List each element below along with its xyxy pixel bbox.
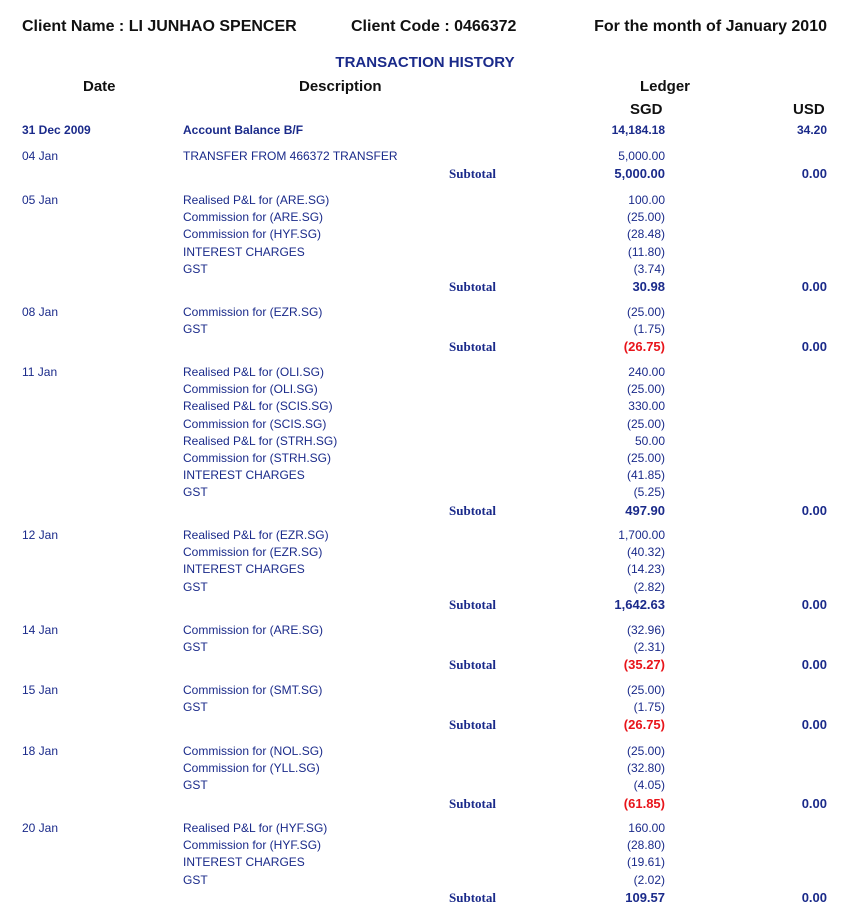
transaction-amount-sgd: (25.00) [626,417,665,431]
transaction-description: GST [183,873,208,887]
transaction-amount-sgd: 100.00 [628,193,665,207]
subtotal-usd: 0.00 [801,717,827,732]
transaction-description: INTEREST CHARGES [183,855,305,869]
subtotal-sgd: (35.27) [623,657,665,672]
transaction-date: 20 Jan [22,821,59,835]
transaction-description: Realised P&L for (SCIS.SG) [183,399,333,413]
transaction-description: GST [183,640,208,654]
transaction-description: Commission for (EZR.SG) [183,305,323,319]
transaction-amount-sgd: (3.74) [633,262,665,276]
transaction-amount-sgd: (1.75) [633,700,665,714]
column-header-ledger: Ledger [640,78,691,95]
transaction-description: Commission for (NOL.SG) [183,744,324,758]
transaction-date: 15 Jan [22,683,59,697]
transaction-description: Commission for (SMT.SG) [183,683,323,697]
transaction-description: TRANSFER FROM 466372 TRANSFER [183,149,398,163]
client-name: Client Name : LI JUNHAO SPENCER [22,18,297,35]
transaction-description: GST [183,778,208,792]
transaction-amount-sgd: (14.23) [626,562,665,576]
subtotal-sgd: 5,000.00 [614,166,665,181]
subtotal-usd: 0.00 [801,503,827,518]
transaction-date: 08 Jan [22,305,59,319]
transaction-description: Commission for (ARE.SG) [183,623,324,637]
subtotal-label: Subtotal [449,279,496,294]
transaction-description: Commission for (SCIS.SG) [183,417,327,431]
transaction-date: 11 Jan [22,365,58,379]
subtotal-sgd: (61.85) [623,796,665,811]
transaction-amount-sgd: (32.96) [626,623,665,637]
subtotal-usd: 0.00 [801,597,827,612]
transaction-amount-sgd: (1.75) [633,322,665,336]
transaction-description: INTEREST CHARGES [183,245,305,259]
transaction-description: Commission for (YLL.SG) [183,761,320,775]
transaction-description: GST [183,485,208,499]
transaction-amount-sgd: 160.00 [628,821,665,835]
subtotal-sgd: 109.57 [625,890,665,905]
transaction-description: Commission for (EZR.SG) [183,545,323,559]
transaction-description: INTEREST CHARGES [183,468,305,482]
transaction-amount-sgd: (2.02) [633,873,665,887]
transaction-amount-sgd: (2.31) [633,640,665,654]
transaction-date: 12 Jan [22,528,59,542]
transaction-amount-sgd: (41.85) [626,468,665,482]
client-code: Client Code : 0466372 [351,18,517,35]
subtotal-usd: 0.00 [801,279,827,294]
transaction-description: GST [183,322,208,336]
column-header-description: Description [299,78,382,95]
transaction-description: Realised P&L for (HYF.SG) [183,821,328,835]
report-title: TRANSACTION HISTORY [335,54,515,71]
transaction-description: Realised P&L for (STRH.SG) [183,434,338,448]
balance-usd: 34.20 [796,123,827,137]
statement-period: For the month of January 2010 [594,18,827,35]
transaction-description: Commission for (HYF.SG) [183,838,322,852]
transaction-description: GST [183,580,208,594]
subtotal-label: Subtotal [449,503,496,518]
transaction-amount-sgd: (40.32) [626,545,665,559]
balance-sgd: 14,184.18 [611,123,665,137]
transaction-amount-sgd: (25.00) [626,305,665,319]
subtotal-usd: 0.00 [801,890,827,905]
balance-description: Account Balance B/F [183,123,304,137]
transaction-amount-sgd: (25.00) [626,382,665,396]
subtotal-sgd: 1,642.63 [614,597,665,612]
transaction-amount-sgd: (25.00) [626,210,665,224]
transaction-amount-sgd: (28.80) [626,838,665,852]
subtotal-label: Subtotal [449,657,496,672]
balance-date: 31 Dec 2009 [22,123,91,137]
subtotal-sgd: 497.90 [625,503,665,518]
transaction-amount-sgd: (5.25) [633,485,665,499]
subtotal-sgd: (26.75) [623,717,665,732]
transaction-amount-sgd: (25.00) [626,451,665,465]
transaction-amount-sgd: 330.00 [628,399,665,413]
transaction-description: Commission for (OLI.SG) [183,382,318,396]
transaction-amount-sgd: 240.00 [628,365,665,379]
subtotal-label: Subtotal [449,597,496,612]
subtotal-usd: 0.00 [801,657,827,672]
transaction-amount-sgd: 5,000.00 [618,149,665,163]
transaction-description: Commission for (HYF.SG) [183,227,322,241]
transaction-description: GST [183,262,208,276]
transaction-date: 04 Jan [22,149,59,163]
subtotal-label: Subtotal [449,339,496,354]
transaction-date: 14 Jan [22,623,59,637]
subtotal-usd: 0.00 [801,339,827,354]
transaction-amount-sgd: (28.48) [626,227,665,241]
subtotal-usd: 0.00 [801,166,827,181]
transaction-amount-sgd: (11.80) [627,245,665,259]
subtotal-sgd: 30.98 [632,279,665,294]
subtotal-usd: 0.00 [801,796,827,811]
subtotal-label: Subtotal [449,717,496,732]
transaction-amount-sgd: (19.61) [626,855,665,869]
transaction-amount-sgd: (25.00) [626,744,665,758]
subtotal-label: Subtotal [449,166,496,181]
transaction-description: Commission for (ARE.SG) [183,210,324,224]
subtotal-sgd: (26.75) [623,339,665,354]
transaction-description: Realised P&L for (OLI.SG) [183,365,324,379]
transaction-description: Realised P&L for (EZR.SG) [183,528,329,542]
column-header-sgd: SGD [630,101,663,118]
transaction-amount-sgd: (32.80) [626,761,665,775]
transaction-date: 05 Jan [22,193,59,207]
transaction-amount-sgd: 50.00 [634,434,665,448]
transaction-description: Commission for (STRH.SG) [183,451,332,465]
transaction-amount-sgd: 1,700.00 [618,528,665,542]
transaction-amount-sgd: (25.00) [626,683,665,697]
subtotal-label: Subtotal [449,796,496,811]
transaction-description: GST [183,700,208,714]
column-header-date: Date [83,78,116,95]
transaction-amount-sgd: (4.05) [633,778,665,792]
transaction-amount-sgd: (2.82) [633,580,665,594]
transaction-date: 18 Jan [22,744,59,758]
subtotal-label: Subtotal [449,890,496,905]
transaction-description: Realised P&L for (ARE.SG) [183,193,330,207]
transaction-description: INTEREST CHARGES [183,562,305,576]
column-header-usd: USD [793,101,825,118]
